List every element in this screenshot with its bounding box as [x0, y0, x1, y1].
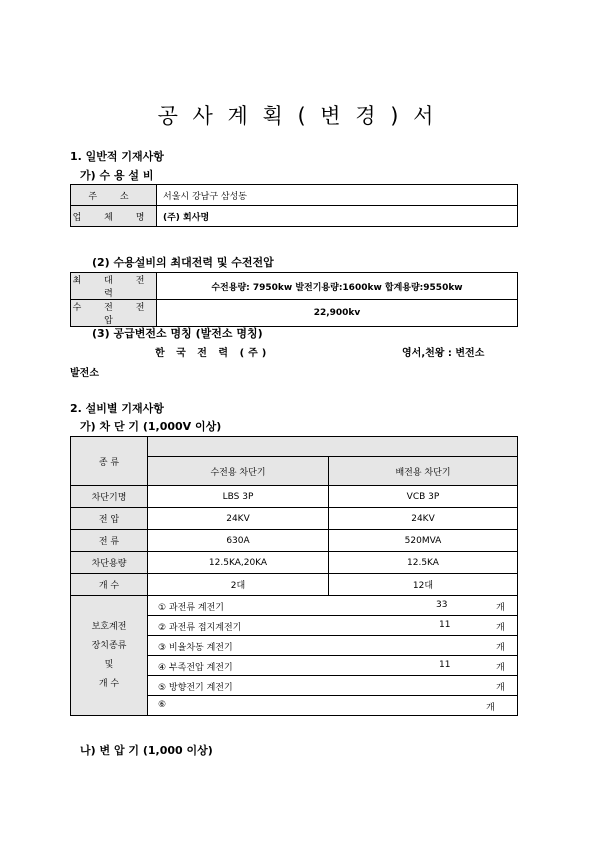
- section1-sub-2: (2) 수용설비의 최대전력 및 수전전압: [92, 256, 274, 269]
- row-label: 전 류: [71, 530, 148, 552]
- protection-label: [71, 596, 148, 716]
- substation-name: 영서,천왕 : 변전소: [402, 348, 485, 359]
- company-label: 업 체 명: [71, 206, 157, 227]
- col-distribution-breaker: 배전용 차단기: [329, 457, 518, 486]
- protection-item-name: ⑤ 방향전기 계전기: [158, 683, 233, 693]
- row-value-1: 630A: [148, 530, 329, 552]
- company-value: (주) 회사명: [157, 206, 518, 227]
- protection-item-name: ① 과전류 계전기: [158, 603, 224, 613]
- protection-item-unit: 개: [496, 663, 505, 673]
- kind-header-blank: [148, 437, 518, 457]
- row-value-1: LBS 3P: [148, 486, 329, 508]
- row-value-2: 520MVA: [329, 530, 518, 552]
- section1-sub-3: (3) 공급변전소 명칭 (발전소 명칭): [92, 327, 263, 340]
- section2-heading: 2. 설비별 기재사항: [70, 402, 164, 415]
- protection-label-line: 보호계전: [91, 621, 127, 632]
- supplier-name: 한 국 전 력 (주): [155, 348, 271, 359]
- protection-item: [148, 656, 517, 676]
- protection-item-unit: 개: [496, 683, 505, 693]
- row-value-2: 12대: [329, 574, 518, 596]
- row-label: 차단용량: [71, 552, 148, 574]
- row-value-2: VCB 3P: [329, 486, 518, 508]
- address-label: 주 소: [71, 185, 157, 206]
- section1-heading: 1. 일반적 기재사항: [70, 150, 164, 163]
- protection-item-unit: 개: [496, 603, 505, 613]
- address-value: 서울시 강남구 삼성동: [157, 185, 518, 206]
- protection-item-count: 11: [439, 620, 451, 630]
- col-receiving-breaker: 수전용 차단기: [148, 457, 329, 486]
- page-title: 공 사 계 획 ( 변 경 ) 서: [157, 104, 438, 128]
- power-plant-name: 발전소: [70, 368, 99, 379]
- protection-item-name: ⑥: [158, 700, 167, 710]
- protection-label-line: 개 수: [98, 678, 120, 689]
- protection-item: [148, 636, 517, 656]
- protection-label-line: 장치종류: [91, 640, 127, 651]
- row-label: 전 압: [71, 508, 148, 530]
- protection-item-name: ② 과전류 접지계전기: [158, 623, 242, 633]
- section1-sub-a: 가) 수 용 설 비: [80, 169, 154, 182]
- protection-item-unit: 개: [496, 623, 505, 633]
- protection-item-count: 11: [439, 660, 451, 670]
- protection-items: [148, 596, 518, 716]
- row-value-1: 2대: [148, 574, 329, 596]
- row-value-1: 24KV: [148, 508, 329, 530]
- power-table: [70, 272, 518, 327]
- protection-item-count: 33: [436, 600, 448, 610]
- voltage-label: 수 전 전 압: [71, 300, 157, 327]
- protection-item-unit: 개: [496, 643, 505, 653]
- protection-item: [148, 596, 517, 616]
- protection-item: [148, 696, 517, 715]
- voltage-value: 22,900kv: [157, 300, 518, 327]
- protection-label-line: 및: [104, 659, 114, 670]
- row-value-1: 12.5KA,20KA: [148, 552, 329, 574]
- row-value-2: 24KV: [329, 508, 518, 530]
- facility-table: [70, 184, 518, 227]
- protection-item: [148, 616, 517, 636]
- row-label: 차단기명: [71, 486, 148, 508]
- breaker-table: [70, 436, 518, 716]
- max-power-label: 최 대 전 력: [71, 273, 157, 300]
- row-value-2: 12.5KA: [329, 552, 518, 574]
- kind-label: 종 류: [71, 437, 148, 486]
- protection-item-unit: 개: [486, 703, 495, 713]
- row-label: 개 수: [71, 574, 148, 596]
- section2-sub-b: 나) 변 압 기 (1,000 이상): [80, 744, 213, 757]
- max-power-value: 수전용량: 7950kw 발전기용량:1600kw 합계용량:9550kw: [157, 273, 518, 300]
- protection-item: [148, 676, 517, 696]
- protection-item-name: ④ 부족전압 계전기: [158, 663, 233, 673]
- protection-item-name: ③ 비율차동 계전기: [158, 643, 233, 653]
- section2-sub-a: 가) 차 단 기 (1,000V 이상): [80, 420, 222, 433]
